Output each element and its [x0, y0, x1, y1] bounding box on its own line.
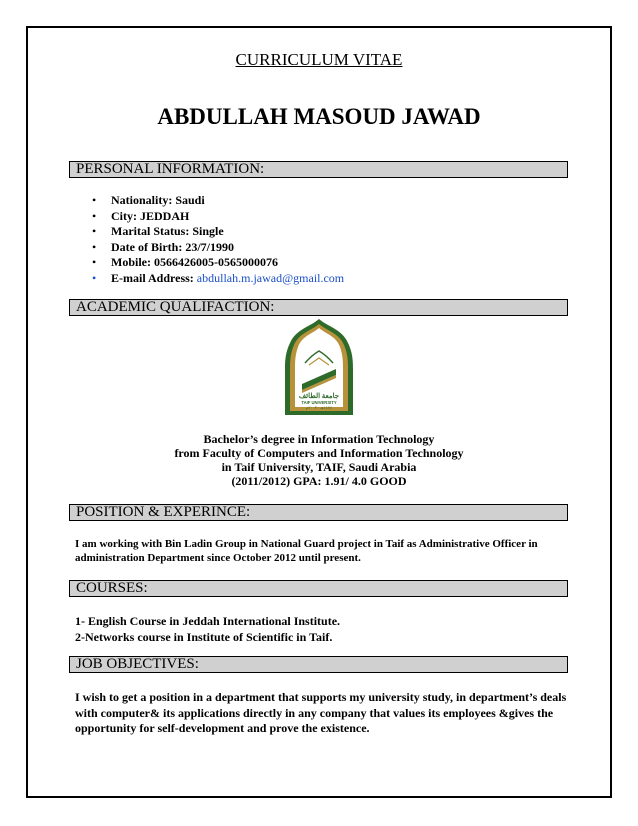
objective-text: I wish to get a position in a department that supports my university study, in department’s deals with computer& its applications directly in any company that values its employees &gives the opportunity for self-development and prove the existence.: [75, 690, 567, 735]
list-item-mobile: • Mobile: 0566426005-0565000076: [92, 255, 344, 271]
email-link[interactable]: abdullah.m.jawad@gmail.com: [196, 270, 345, 285]
list-item-city: • City: JEDDAH: [92, 209, 344, 225]
course-item: 1- English Course in Jeddah International Institute.: [75, 614, 341, 628]
university-line: in Taif University, TAIF, Saudi Arabia: [221, 460, 417, 474]
section-academic-qualification: ACADEMIC QUALIFACTION:: [69, 299, 568, 316]
logo-arabic-text: جامعة الطائف: [298, 392, 340, 400]
position-description: I am working with Bin Ladin Group in National Guard project in Taif as Administrative Officer in administration Department since October 2012 until present.: [75, 538, 538, 564]
taif-university-logo: [282, 317, 356, 417]
courses-list: [75, 613, 340, 645]
email-label: E-mail Address:: [111, 270, 197, 285]
list-item-marital-status: • Marital Status: Single: [92, 224, 344, 240]
list-item-email: [92, 271, 344, 287]
section-courses: COURSES:: [69, 580, 568, 597]
degree-line: Bachelor’s degree in Information Technology: [203, 432, 435, 446]
degree-details: [0, 432, 638, 488]
candidate-name: ABDULLAH MASOUD JAWAD: [157, 104, 481, 129]
logo-english-text: TAIF UNIVERSITY: [301, 400, 337, 405]
logo-year-text: ١٤٢٤هـ - ٢٠٠٣م: [305, 405, 333, 410]
list-item-date-of-birth: • Date of Birth: 23/7/1990: [92, 240, 344, 256]
document-title: CURRICULUM VITAE: [235, 50, 403, 69]
gpa-line: (2011/2012) GPA: 1.91/ 4.0 GOOD: [231, 474, 407, 488]
course-item: 2-Networks course in Institute of Scientific in Taif.: [75, 630, 333, 644]
section-personal-information: PERSONAL INFORMATION:: [69, 161, 568, 178]
section-job-objectives: JOB OBJECTIVES:: [69, 656, 568, 673]
section-position-experience: POSITION & EXPERINCE:: [69, 504, 568, 521]
list-item-nationality: • Nationality: Saudi: [92, 193, 344, 209]
faculty-line: from Faculty of Computers and Information Technology: [174, 446, 464, 460]
personal-info-list: [92, 193, 344, 286]
